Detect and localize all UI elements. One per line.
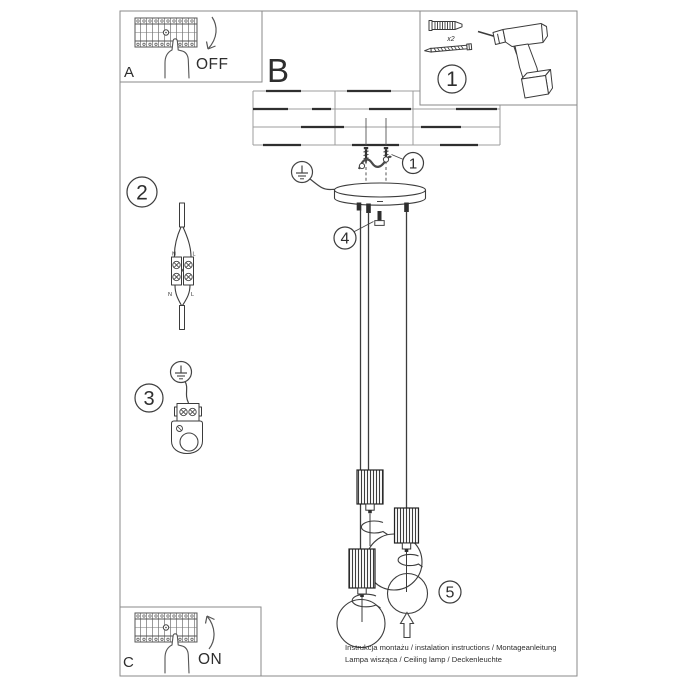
screw-motion-spiral	[361, 521, 387, 535]
step-b-label: B	[267, 52, 290, 89]
socket-right	[395, 508, 419, 552]
screw-quantity-label: x2	[447, 36, 455, 43]
step-c-label: C	[123, 654, 134, 671]
cable-gland	[357, 203, 362, 211]
screw-motion-spiral	[398, 554, 422, 567]
lamp-assembly	[337, 470, 461, 648]
wall-plug-icon	[429, 21, 462, 31]
glass-bulb	[388, 574, 428, 614]
cable-gland	[404, 203, 409, 213]
wire-n-label: N	[172, 251, 176, 258]
wire-n-label: N	[168, 292, 172, 298]
strain-relief-bolt	[334, 211, 384, 249]
step-3-number: 3	[143, 388, 155, 410]
cable-gland	[366, 204, 371, 214]
step-c-box	[120, 607, 261, 676]
footer-line-1: Instrukcja montażu / instalation instructions / Montageanleitung	[345, 643, 557, 652]
step-5-number: 5	[445, 584, 455, 602]
off-label: OFF	[196, 56, 229, 73]
ground-icon	[292, 162, 313, 183]
arrow-up-icon	[401, 613, 414, 638]
ceiling-bracket	[172, 404, 203, 454]
footer	[345, 643, 556, 664]
ground-icon	[171, 362, 192, 383]
breaker-panel-icon	[135, 18, 197, 47]
footer-line-2: Lampa wisząca / Ceiling lamp / Deckenleuchte	[345, 655, 503, 664]
wiring-step	[127, 177, 196, 330]
step-a-box	[120, 11, 262, 82]
tools-box	[420, 11, 577, 105]
screw-motion-spiral	[352, 594, 380, 608]
wire-l-label: L	[192, 251, 196, 258]
ceiling-canopy	[335, 183, 426, 213]
mounting-detail	[359, 118, 424, 186]
step-1-number: 1	[408, 155, 418, 173]
step-a-label: A	[124, 64, 135, 81]
earthing-step	[135, 362, 203, 454]
step-2-number: 2	[136, 181, 148, 205]
step-4-number: 4	[340, 230, 350, 248]
supply-cable	[180, 203, 185, 227]
on-label: ON	[198, 651, 223, 668]
lamp-cable	[180, 306, 185, 330]
tools-step-number: 1	[446, 68, 458, 91]
wire-l-label: L	[190, 292, 195, 298]
earth-symbol-canopy	[292, 162, 337, 191]
socket-left	[349, 549, 375, 597]
breaker-panel-icon	[135, 613, 197, 642]
screw-icon	[364, 147, 369, 165]
